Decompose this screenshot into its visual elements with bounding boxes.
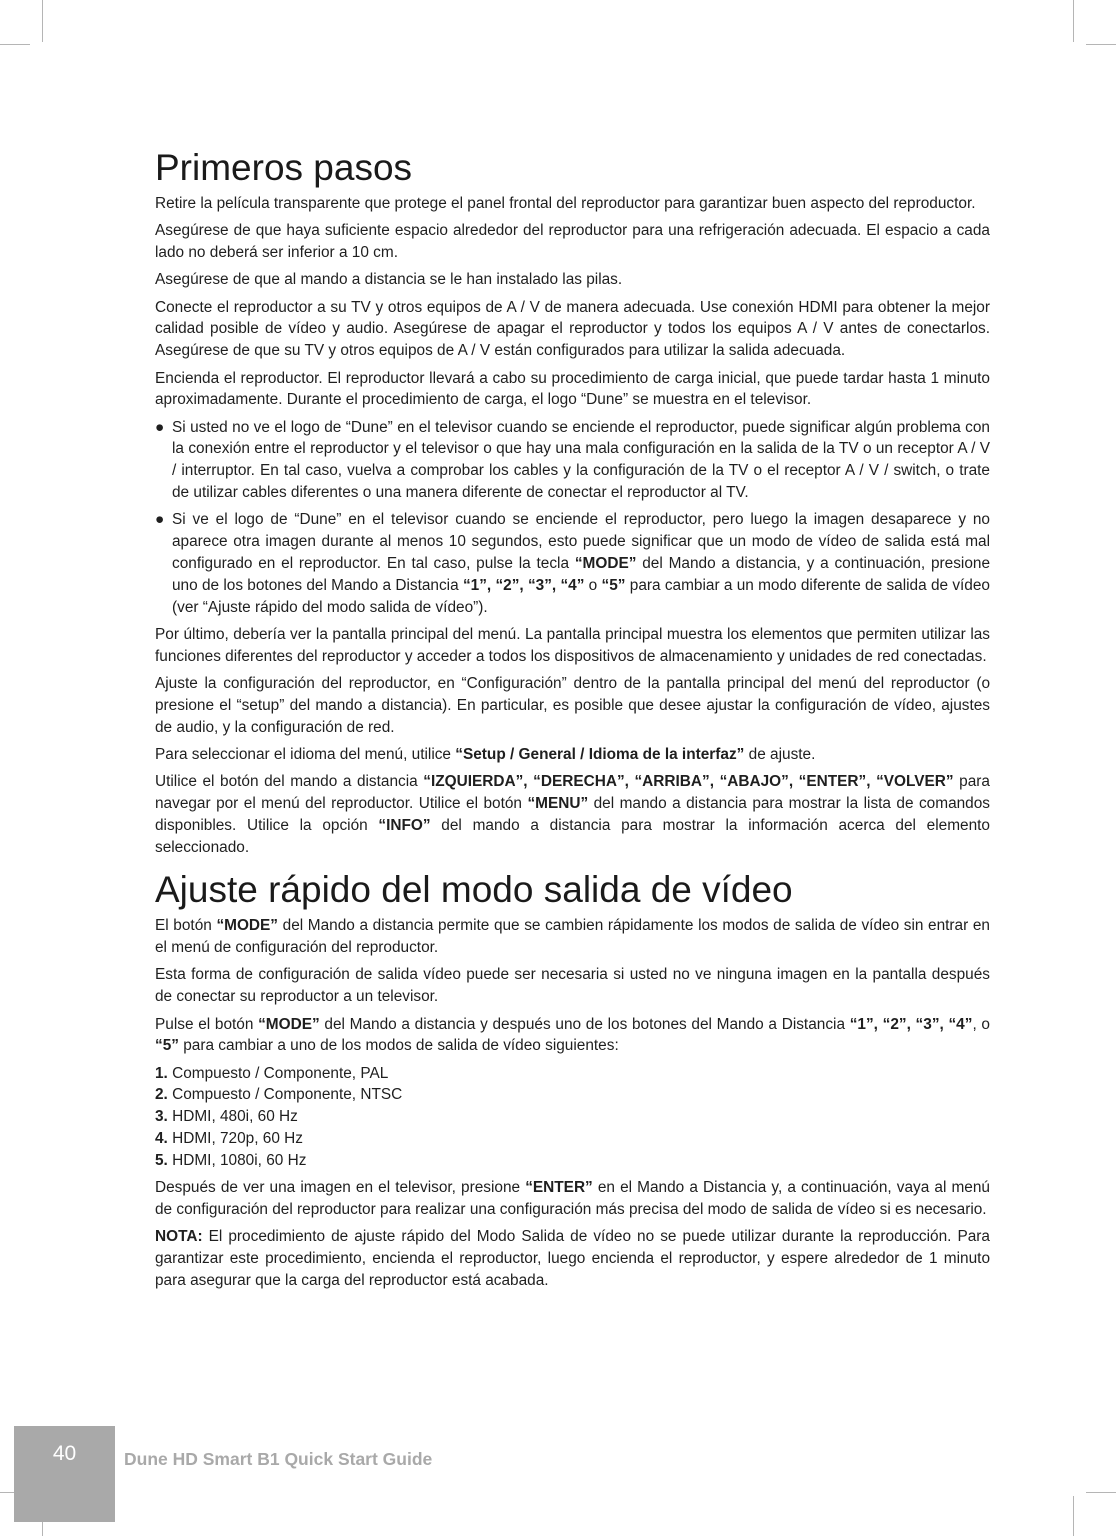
text-run: del mando a distancia para mostrar la lista de comandos disponibles. Utilice la opción [155, 794, 991, 834]
bullet-icon: ● [155, 418, 165, 436]
paragraph [155, 744, 990, 766]
paragraph: Retire la película transparente que protege el panel frontal del reproductor para garantizar buen aspecto del reproductor. [155, 195, 976, 212]
paragraph [155, 1177, 990, 1221]
video-mode-item [155, 1106, 990, 1128]
bullet-text: Si usted no ve el logo de “Dune” en el televisor cuando se enciende el reproductor, puede significar algún problema con la conexión entre el reproductor y el televisor o que hay una mala configuración en la salida de la TV o un receptor A / V / interruptor. En tal caso, vuelva a comprobar los cables y la configuración de la TV o el receptor A / V / switch, o trate de utilizar cables diferentes o una manera diferente de conectar el reproductor al TV. [172, 418, 990, 502]
text-run: Pulse el botón [155, 1015, 259, 1033]
bullet-text: del Mando a distancia, y a continuación, presione uno de los botones del Mando a Distancia [172, 554, 991, 594]
text-run: del Mando a distancia permite que se cambien rápidamente los modos de salida de vídeo sin entrar en el menú de configuración del reproductor. [155, 917, 990, 957]
text-run: El botón [155, 917, 217, 935]
paragraph: Encienda el reproductor. El reproductor llevará a cabo su procedimiento de carga inicial, que puede tardar hasta 1 minuto aproximadamente. Durante el procedimiento de carga, el logo “Dune” se muestra en el televisor. [155, 369, 990, 409]
paragraph: Ajuste la configuración del reproductor, en “Configuración” dentro de la pantalla principal del menú del reproductor (o presione el “setup” del mando a distancia). En particular, es posible que desee ajustar la configuración de vídeo, ajustes de audio, y la configuración de red. [155, 674, 990, 736]
paragraph: Por último, debería ver la pantalla principal del menú. La pantalla principal muestra los elementos que permiten utilizar las funciones diferentes del reproductor y acceder a todos los dispositivos de almacenamiento y unidades de red conectadas. [155, 625, 990, 665]
text-run: de ajuste. [744, 745, 816, 763]
text-run: para cambiar a uno de los modos de salida de vídeo siguientes: [178, 1037, 619, 1055]
text-run: Utilice el botón del mando a distancia [155, 773, 424, 791]
paragraph [155, 915, 990, 959]
setup-path: “Setup / General / Idioma de la interfaz” [455, 745, 745, 763]
text-run: para navegar por el menú del reproductor. Utilice el botón [155, 773, 990, 812]
note-text: El procedimiento de ajuste rápido del Modo Salida de vídeo no se puede utilizar durante la reproducción. Para garantizar este procedimiento, encienda el reproductor, luego encienda el reproductor, y espere alrededor de 1 minuto para asegurar que la carga del reproductor está acabada. [155, 1228, 990, 1289]
item-number: 3. [155, 1108, 168, 1126]
key-info: “INFO” [378, 816, 431, 834]
crop-mark [1086, 44, 1116, 45]
item-text: Compuesto / Componente, PAL [167, 1064, 389, 1082]
paragraph: Esta forma de configuración de salida vídeo puede ser necesaria si usted no ve ninguna imagen en la pantalla después de conectar su reproductor a un televisor. [155, 966, 990, 1006]
note-paragraph [155, 1226, 990, 1291]
bullet-item [155, 509, 990, 618]
crop-mark [0, 44, 30, 45]
crop-mark [1086, 1492, 1116, 1493]
text-run: del mando a distancia para mostrar la información acerca del elemento seleccionado. [155, 816, 990, 856]
key-5: “5” [155, 1037, 179, 1055]
key-5: “5” [601, 576, 626, 594]
video-mode-item [155, 1150, 990, 1172]
page-number: 40 [52, 1442, 77, 1465]
item-number: 2. [155, 1086, 168, 1104]
item-text: Compuesto / Componente, NTSC [167, 1086, 403, 1104]
note-label: NOTA: [155, 1228, 203, 1246]
paragraph: Conecte el reproductor a su TV y otros equipos de A / V de manera adecuada. Use conexión HDMI para obtener la mejor calidad posible de vídeo y audio. Asegúrese de apagar el reproductor y todos los equipos A / V antes de conectarlos. Asegúrese de que su TV y otros equipos de A / V están configurados para utilizar la salida adecuada. [155, 298, 990, 360]
paragraph: Asegúrese de que haya suficiente espacio alrededor del reproductor para una refrigeración adecuada. El espacio a cada lado no deberá ser inferior a 10 cm. [155, 222, 990, 262]
navigation-keys: “IZQUIERDA”, “DERECHA”, “ARRIBA”, “ABAJO”, “ENTER”, “VOLVER” [423, 773, 954, 791]
video-mode-list [155, 1063, 990, 1172]
guide-title: Dune HD Smart B1 Quick Start Guide [124, 1449, 433, 1469]
paragraph [155, 771, 990, 858]
crop-mark [1073, 0, 1074, 42]
page-number-box [14, 1426, 115, 1522]
text-run: en el Mando a Distancia y, a continuación, vaya al menú de configuración del reproductor para realizar una configuración más precisa del modo de salida de vídeo si es necesario. [155, 1179, 990, 1218]
video-mode-item [155, 1084, 990, 1106]
keys-numbers: “1”, “2”, “3”, “4” [462, 576, 585, 594]
text-run: Para seleccionar el idioma del menú, utilice [155, 745, 456, 763]
bullet-item [155, 417, 990, 504]
section-title-ajuste-rapido: Ajuste rápido del modo salida de vídeo [155, 869, 793, 911]
bullet-text: Si ve el logo de “Dune” en el televisor cuando se enciende el reproductor, pero luego la imagen desaparece y no aparece otra imagen durante al menos 10 segundos, esto puede significar que un modo de vídeo de salida está mal configurado en el reproductor. En tal caso, pulse la tecla [172, 511, 990, 572]
item-text: HDMI, 1080i, 60 Hz [167, 1151, 307, 1169]
text-run: , o [972, 1015, 990, 1033]
key-enter: “ENTER” [525, 1179, 593, 1197]
text-run: Después de ver una imagen en el televisor, presione [155, 1179, 526, 1197]
key-mode: “MODE” [258, 1015, 320, 1033]
item-number: 4. [155, 1129, 168, 1147]
bullet-list [155, 417, 990, 619]
bullet-text: para cambiar a un modo diferente de salida de vídeo (ver “Ajuste rápido del modo salida de vídeo”). [172, 576, 990, 616]
item-number: 5. [155, 1151, 168, 1169]
key-mode: “MODE” [574, 554, 637, 572]
section-title-primeros-pasos: Primeros pasos [155, 147, 413, 188]
keys-numbers: “1”, “2”, “3”, “4” [849, 1015, 973, 1033]
paragraph [155, 1014, 990, 1058]
item-text: HDMI, 480i, 60 Hz [167, 1108, 298, 1126]
video-mode-item [155, 1063, 990, 1085]
crop-mark [42, 0, 43, 42]
crop-mark [1073, 1496, 1074, 1536]
bullet-icon: ● [155, 511, 165, 529]
item-text: HDMI, 720p, 60 Hz [167, 1129, 303, 1147]
bullet-text: o [584, 576, 602, 594]
paragraph: Asegúrese de que al mando a distancia se le han instalado las pilas. [155, 271, 623, 289]
text-run: del Mando a distancia y después uno de los botones del Mando a Distancia [319, 1015, 850, 1033]
item-number: 1. [155, 1064, 168, 1082]
page-content [155, 146, 990, 1297]
key-menu: “MENU” [527, 794, 589, 812]
video-mode-item [155, 1128, 990, 1150]
key-mode: “MODE” [216, 917, 279, 935]
